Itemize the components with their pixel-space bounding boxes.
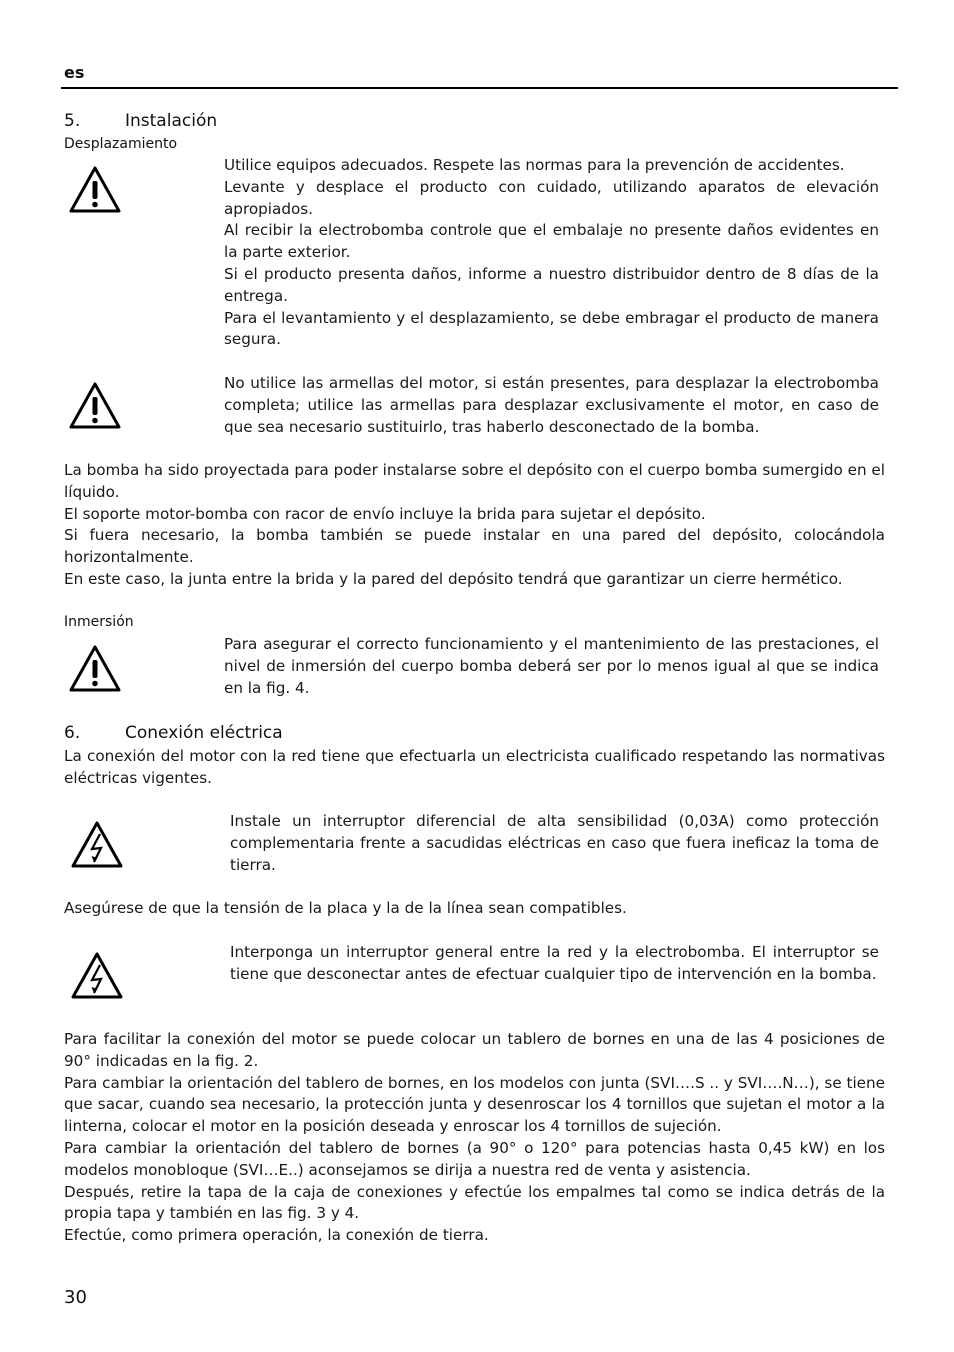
electric-hazard-icon <box>70 820 124 870</box>
paragraph: La conexión del motor con la red tiene que efectuarla un electricista cualificado respetando las normativas eléctricas vigentes. <box>64 747 885 787</box>
subheading-inmersion: Inmersión <box>64 614 134 630</box>
electrical-body <box>64 1029 885 1247</box>
electric-warning-rcd <box>230 811 879 876</box>
paragraph: Después, retire la tapa de la caja de conexiones y efectúe los empalmes tal como se indica detrás de la propia tapa y también en las fig. 3 y 4. <box>64 1182 885 1223</box>
paragraph: Para el levantamiento y el desplazamiento, se debe embragar el producto de manera segura. <box>224 308 879 349</box>
section-number: 6. <box>64 723 81 743</box>
language-code: es <box>64 63 85 82</box>
paragraph: La bomba ha sido proyectada para poder instalarse sobre el depósito con el cuerpo bomba sumergido en el líquido. <box>64 461 885 501</box>
paragraph: El soporte motor-bomba con racor de envío incluye la brida para sujetar el depósito. <box>64 504 706 523</box>
paragraph: No utilice las armellas del motor, si están presentes, para desplazar la electrobomba completa; utilice las armellas para desplazar exclusivamente el motor, en caso de que sea necesario sustituirlo, tras haberlo desconectado de la bomba. <box>224 374 879 436</box>
paragraph: Instale un interruptor diferencial de alta sensibilidad (0,03A) como protección complementaria frente a sacudidas eléctricas en caso que fuera ineficaz la toma de tierra. <box>230 812 879 874</box>
paragraph: Efectúe, como primera operación, la conexión de tierra. <box>64 1226 489 1245</box>
electric-warning-main-switch <box>230 942 879 986</box>
paragraph: Si el producto presenta daños, informe a nuestro distribuidor dentro de 8 días de la entrega. <box>224 264 879 305</box>
warning-block-immersion <box>224 634 879 699</box>
section-title: Instalación <box>125 111 218 131</box>
paragraph: Al recibir la electrobomba controle que el embalaje no presente daños evidentes en la parte exterior. <box>224 221 879 262</box>
paragraph: Para cambiar la orientación del tablero de bornes (a 90° o 120° para potencias hasta 0,45 kW) en los modelos monobloque (SVI…E..) aconsejamos se dirija a nuestra red de venta y asistencia. <box>64 1138 885 1179</box>
paragraph: Para cambiar la orientación del tablero de bornes, en los modelos con junta (SVI….S .. y SVI….N…), se tiene que sacar, cuando sea necesario, la protección junta y desenroscar los 4 tornillos que sujetan el motor a la linterna, colocar el motor en la posición deseada y enroscar los 4 tornillos de sujeción. <box>64 1073 885 1136</box>
warning-triangle-icon <box>68 644 122 694</box>
section-title: Conexión eléctrica <box>125 723 283 743</box>
warning-triangle-icon <box>68 165 122 215</box>
warning-block-handling <box>224 155 879 351</box>
paragraph: Interponga un interruptor general entre la red y la electrobomba. El interruptor se tiene que desconectar antes de efectuar cualquier tipo de intervención en la bomba. <box>230 943 879 983</box>
paragraph: En este caso, la junta entre la brida y la pared del depósito tendrá que garantizar un cierre hermético. <box>64 569 843 588</box>
section-6-heading <box>64 723 283 743</box>
paragraph: Utilice equipos adecuados. Respete las normas para la prevención de accidentes. <box>224 156 845 174</box>
page-number: 30 <box>64 1287 87 1308</box>
electric-hazard-icon <box>70 951 124 1001</box>
section-number: 5. <box>64 111 81 131</box>
warning-block-eyebolts <box>224 373 879 438</box>
installation-body <box>64 460 885 591</box>
voltage-note <box>64 898 885 920</box>
warning-triangle-icon <box>68 381 122 431</box>
paragraph: Para facilitar la conexión del motor se puede colocar un tablero de bornes en una de las 4 posiciones de 90° indicadas en la fig. 2. <box>64 1030 885 1070</box>
subheading-desplazamiento: Desplazamiento <box>64 136 178 152</box>
paragraph: Asegúrese de que la tensión de la placa y la de la línea sean compatibles. <box>64 899 627 917</box>
header-rule <box>61 87 898 89</box>
electrical-intro <box>64 746 885 790</box>
paragraph: Levante y desplace el producto con cuidado, utilizando aparatos de elevación apropiados. <box>224 177 879 218</box>
paragraph: Para asegurar el correcto funcionamiento y el mantenimiento de las prestaciones, el nivel de inmersión del cuerpo bomba deberá ser por lo menos igual al que se indica en la fig. 4. <box>224 635 879 697</box>
paragraph: Si fuera necesario, la bomba también se puede instalar en una pared del depósito, colocándola horizontalmente. <box>64 526 885 567</box>
section-5-heading <box>64 111 217 131</box>
